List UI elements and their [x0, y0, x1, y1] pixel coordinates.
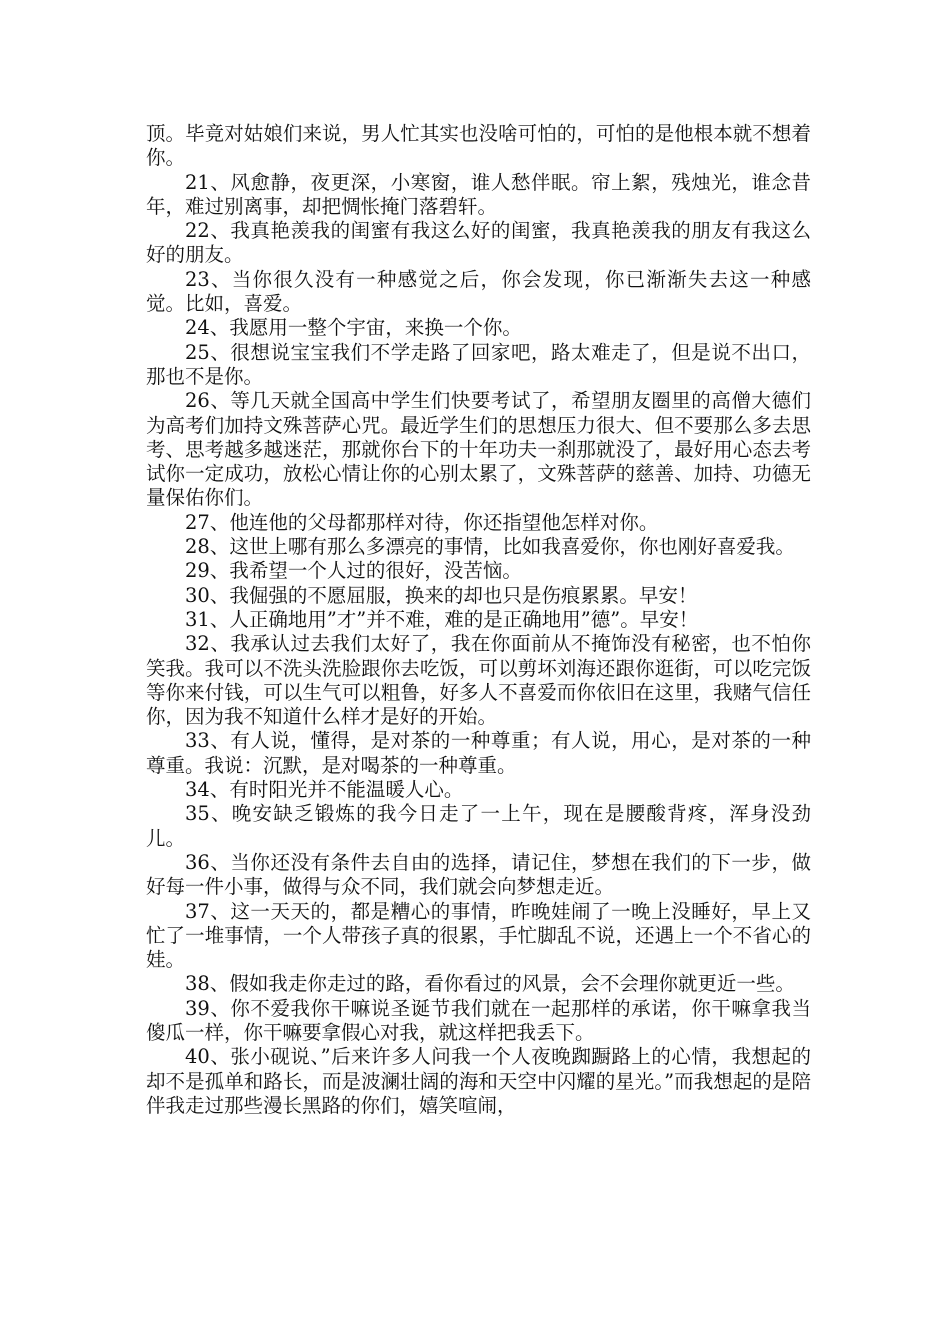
paragraph-37: 37、这一天天的，都是糟心的事情，昨晚娃闹了一晚上没睡好，早上又忙了一堆事情，一个人带孩子真的很累，手忙脚乱不说，还遇上一个不省心的娃。: [146, 899, 811, 972]
paragraph-29: 29、我希望一个人过的很好，没苦恼。: [185, 559, 522, 583]
paragraph-34: 34、有时阳光并不能温暖人心。: [185, 778, 464, 802]
paragraph-26: 26、等几天就全国高中学生们快要考试了，希望朋友圈里的高僧大德们为高考们加持文殊菩萨心咒。最近学生们的思想压力很大、但不要那么多去思考、思考越多越迷茫，那就你台下的十年功夫一刹那就没了，最好用心态去考试你一定成功，放松心情让你的心别太累了，文殊菩萨的慈善、加持、功德无量保佑你们。: [146, 389, 811, 510]
paragraph-35: 35、晚安缺乏锻炼的我今日走了一上午，现在是腰酸背疼，浑身没劲儿。: [146, 802, 811, 850]
paragraph-continued: 顶。毕竟对姑娘们来说，男人忙其实也没啥可怕的，可怕的是他根本就不想着你。: [146, 122, 811, 170]
paragraph-40: 40、张小砚说、”后来许多人问我一个人夜晚踟蹰路上的心情，我想起的却不是孤单和路长，而是波澜壮阔的海和天空中闪耀的星光。”而我想起的是陪伴我走过那些漫长黑路的你们，嬉笑喧闹，: [146, 1045, 811, 1117]
paragraph-39: 39、你不爱我你干嘛说圣诞节我们就在一起那样的承诺，你干嘛拿我当傻瓜一样，你干嘛要拿假心对我，就这样把我丢下。: [146, 996, 811, 1044]
paragraph-28: 28、这世上哪有那么多漂亮的事情，比如我喜爱你，你也刚好喜爱我。: [185, 535, 795, 559]
paragraph-30: 30、我倔强的不愿屈服，换来的却也只是伤痕累累。早安！: [185, 583, 698, 607]
paragraph-32: 32、我承认过去我们太好了，我在你面前从不掩饰没有秘密，也不怕你笑我。我可以不洗头洗脸跟你去吃饭，可以剪坏刘海还跟你逛街，可以吃完饭等你来付钱，可以生气可以粗鲁，好多人不喜爱而你依旧在这里，我赌气信任你，因为我不知道什么样才是好的开始。: [146, 632, 811, 729]
paragraph-31: 31、人正确地用”才”并不难，难的是正确地用”德”。早安！: [185, 607, 699, 631]
document-body: [146, 122, 811, 1118]
paragraph-27: 27、他连他的父母都那样对待，你还指望他怎样对你。: [185, 510, 659, 534]
paragraph-24: 24、我愿用一整个宇宙，来换一个你。: [185, 316, 522, 340]
paragraph-38: 38、假如我走你走过的路，看你看过的风景，会不会理你就更近一些。: [185, 972, 795, 996]
paragraph-36: 36、当你还没有条件去自由的选择，请记住，梦想在我们的下一步，做好每一件小事，做得与众不同，我们就会向梦想走近。: [146, 850, 811, 899]
paragraph-33: 33、有人说，懂得，是对茶的一种尊重；有人说，用心，是对茶的一种尊重。我说：沉默，是对喝茶的一种尊重。: [146, 729, 811, 777]
paragraph-22: 22、我真艳羡我的闺蜜有我这么好的闺蜜，我真艳羡我的朋友有我这么好的朋友。: [146, 219, 811, 267]
paragraph-25: 25、很想说宝宝我们不学走路了回家吧，路太难走了，但是说不出口，那也不是你。: [146, 340, 811, 388]
paragraph-21: 21、风愈静，夜更深，小寒窗，谁人愁伴眠。帘上絮，残烛光，谁念昔年，难过别离事，却把惆怅掩门落碧轩。: [146, 170, 811, 218]
paragraph-23: 23、当你很久没有一种感觉之后，你会发现，你已渐渐失去这一种感觉。比如，喜爱。: [146, 267, 811, 316]
